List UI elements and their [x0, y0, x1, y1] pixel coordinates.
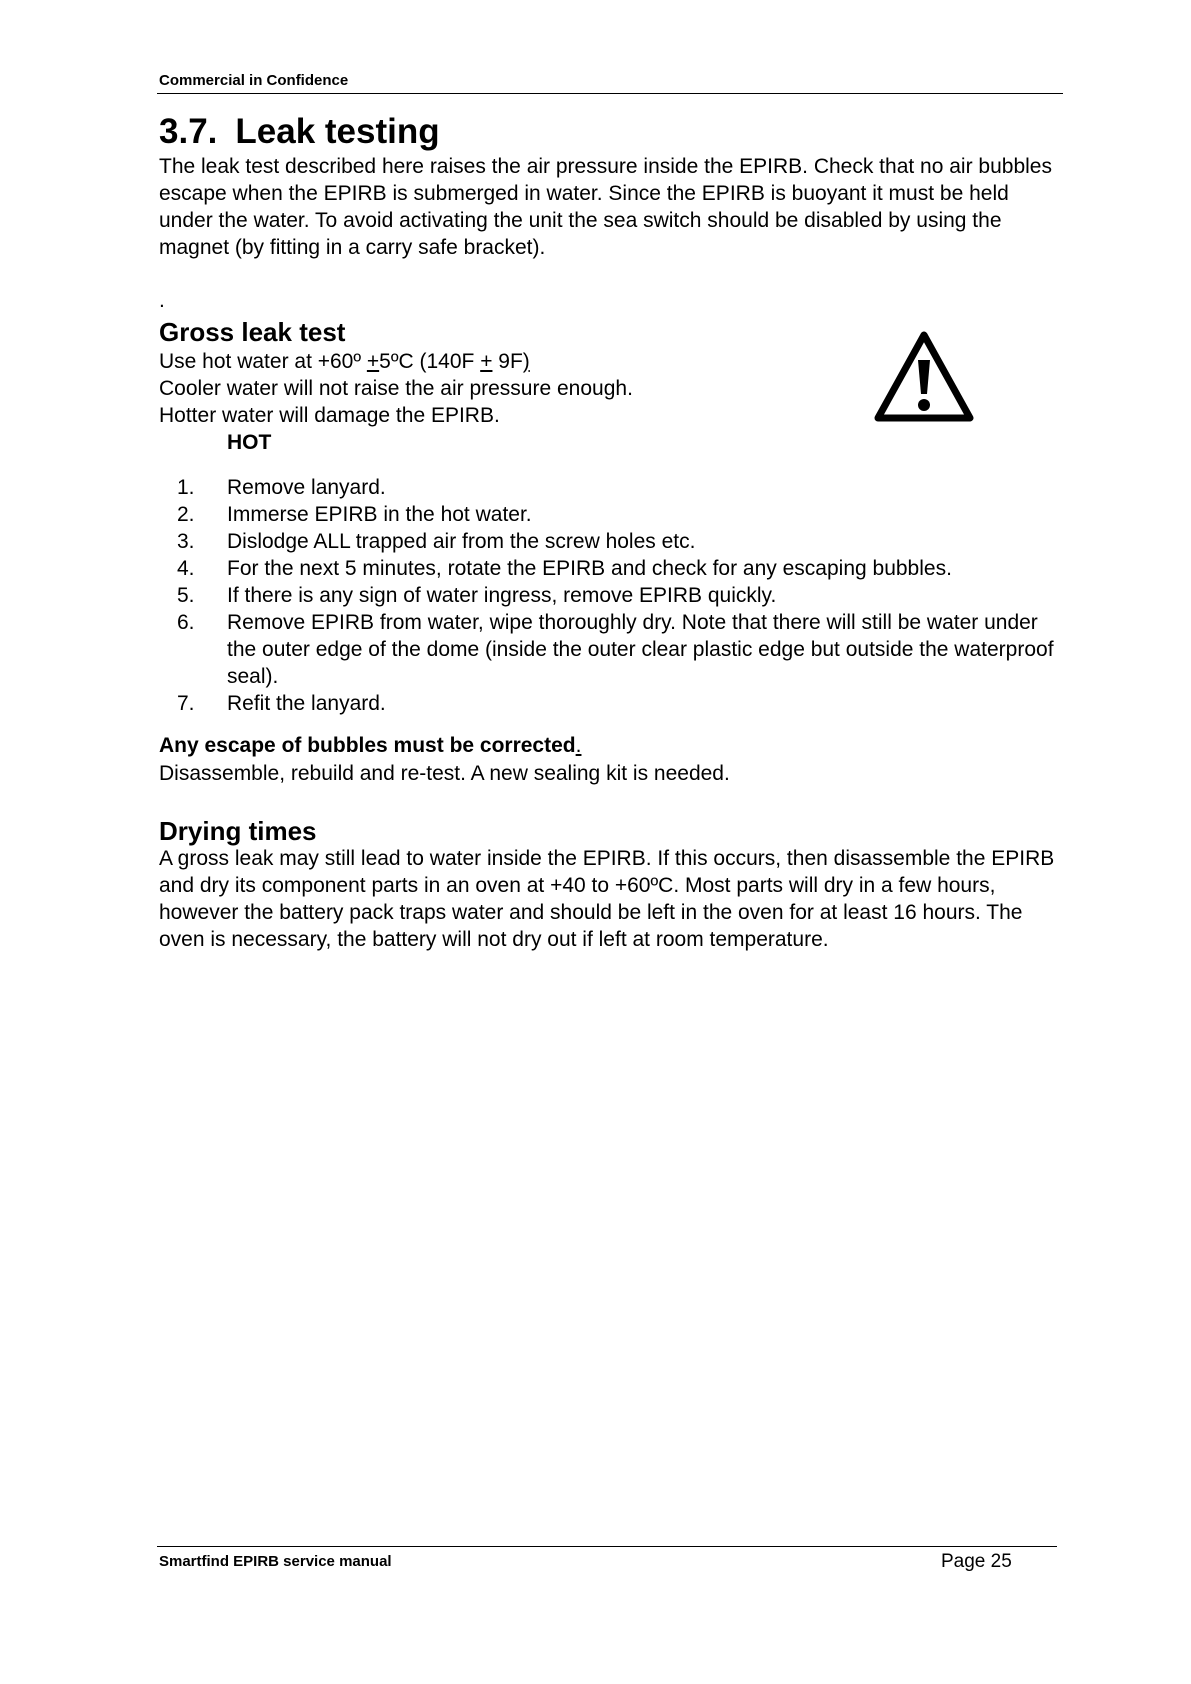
drying-paragraph: A gross leak may still lead to water inside the EPIRB. If this occurs, then disassemble the EPIRB and dry its component parts in an oven at +40 to +60ºC. Most parts will dry in a few hours, however the battery pack traps water and should be left in the oven for at least 16 hours. The oven is necessary, the battery will not dry out if left at room temperature. — [159, 847, 1055, 951]
section-title-text: Leak testing — [235, 112, 440, 151]
disassemble-line: Disassemble, rebuild and re-test. A new sealing kit is needed. — [159, 762, 730, 785]
plus-minus-1: + — [366, 350, 380, 373]
step-item: 3. Dislodge ALL trapped air from the screw holes etc. — [177, 530, 696, 553]
hotter-water-line: Hotter water will damage the EPIRB. — [159, 404, 500, 427]
temperature-line — [159, 348, 530, 375]
bubbles-note-text: Any escape of bubbles must be corrected — [159, 734, 576, 757]
page-number: Page 25 — [941, 1551, 1012, 1572]
temp-end: 9F — [492, 350, 523, 373]
step-item: 4. For the next 5 minutes, rotate the EPIRB and check for any escaping bubbles. — [177, 557, 952, 580]
footer-manual-title: Smartfind EPIRB service manual — [159, 1553, 392, 1570]
section-number: 3.7. — [159, 112, 218, 151]
steps-list — [177, 474, 1057, 717]
step-item: 1. Remove lanyard. — [177, 476, 386, 499]
temp-prefix: Use hot water at +60º — [159, 350, 367, 373]
intro-paragraph: The leak test described here raises the air pressure inside the EPIRB. Check that no air bubbles escape when the EPIRB is submerged in water. Since the EPIRB is buoyant it must be held under the water. To avoid activating the unit the sea switch should be disabled by using the magnet (by fitting in a carry safe bracket). — [159, 155, 1052, 259]
step-item: 6. Remove EPIRB from water, wipe thoroughly dry. Note that there will still be water under the outer edge of the dome (inside the outer clear plastic edge but outside the waterproof seal). — [177, 611, 1054, 688]
temp-paren: ) — [522, 350, 530, 373]
stray-dot: . — [159, 289, 165, 312]
temp-mid: 5ºC (140F — [379, 350, 481, 373]
header-divider — [157, 93, 1063, 94]
step-item: 7. Refit the lanyard. — [177, 692, 386, 715]
gross-leak-heading: Gross leak test — [159, 317, 346, 347]
section-title — [159, 110, 440, 154]
plus-minus-2: + — [480, 350, 493, 373]
hot-label: HOT — [227, 431, 272, 454]
footer-divider — [157, 1546, 1057, 1547]
step-item: 5. If there is any sign of water ingress, remove EPIRB quickly. — [177, 584, 777, 607]
warning-triangle-icon — [873, 330, 975, 425]
bubbles-note — [159, 732, 581, 759]
page-header: Commercial in Confidence — [159, 72, 349, 89]
step-item: 2. Immerse EPIRB in the hot water. — [177, 503, 532, 526]
bubbles-note-period: . — [575, 734, 582, 757]
cooler-water-line: Cooler water will not raise the air pressure enough. — [159, 377, 633, 400]
drying-times-heading: Drying times — [159, 816, 317, 846]
